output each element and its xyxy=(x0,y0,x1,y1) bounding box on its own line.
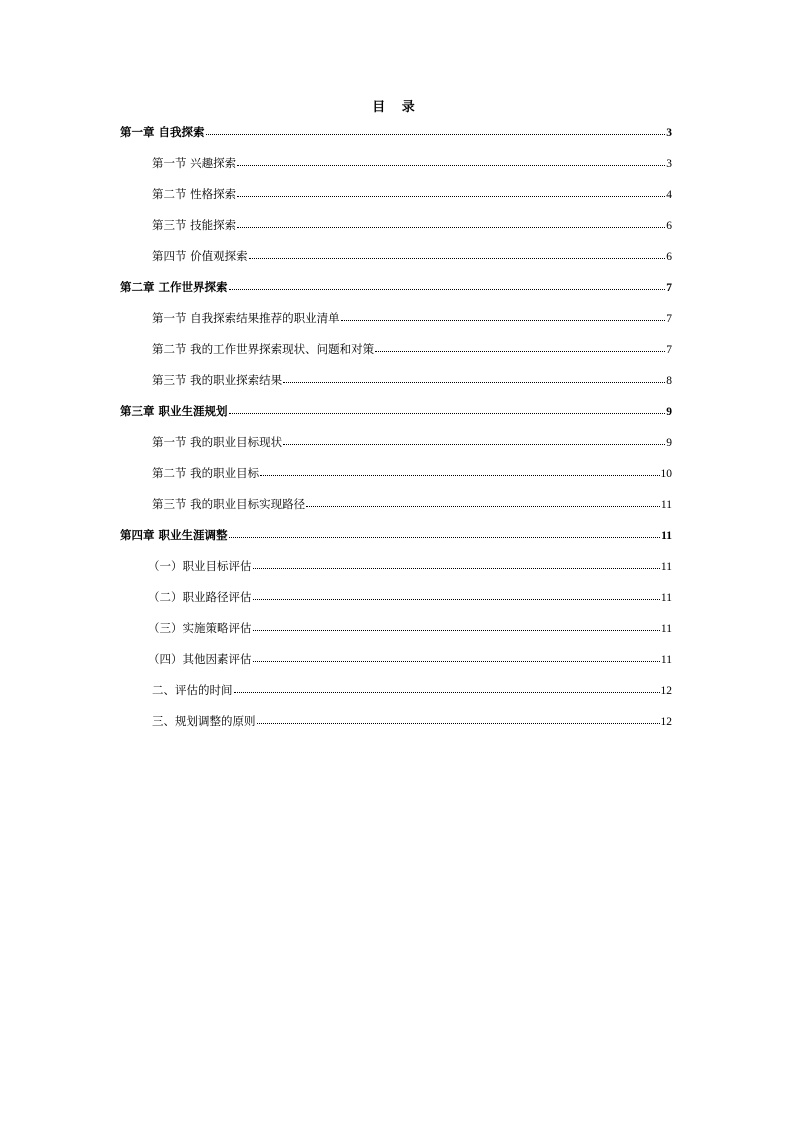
dot-leader xyxy=(237,195,665,197)
toc-entry-page-number: 11 xyxy=(660,623,672,635)
toc-entry-label: 第二节 性格探索 xyxy=(152,187,237,201)
toc-section-entry[interactable] xyxy=(120,587,672,618)
table-of-contents xyxy=(120,122,672,742)
toc-section-entry[interactable] xyxy=(120,649,672,680)
toc-entry-page-number: 11 xyxy=(660,499,672,511)
toc-entry-page-number: 3 xyxy=(666,158,672,170)
toc-entry-label: 第一节 兴趣探索 xyxy=(152,156,237,170)
dot-leader xyxy=(375,350,665,352)
toc-entry-label: 第二节 我的工作世界探索现状、问题和对策 xyxy=(152,342,375,356)
toc-section-entry[interactable] xyxy=(120,153,672,184)
toc-entry-label: 二、评估的时间 xyxy=(152,683,233,697)
dot-leader xyxy=(306,505,660,507)
toc-entry-page-number: 9 xyxy=(666,406,672,418)
toc-entry-page-number: 12 xyxy=(660,716,672,728)
dot-leader xyxy=(253,567,660,569)
toc-entry-label: 第一节 自我探索结果推荐的职业清单 xyxy=(152,311,340,325)
toc-section-entry[interactable] xyxy=(120,711,672,742)
toc-entry-page-number: 11 xyxy=(660,561,672,573)
toc-entry-label: 第三章 职业生涯规划 xyxy=(120,404,228,418)
toc-entry-page-number: 11 xyxy=(660,654,672,666)
toc-entry-label: 第二节 我的职业目标 xyxy=(152,466,260,480)
toc-entry-label: 第一章 自我探索 xyxy=(120,125,205,139)
toc-section-entry[interactable] xyxy=(120,556,672,587)
dot-leader xyxy=(283,381,665,383)
toc-entry-page-number: 6 xyxy=(666,251,672,263)
toc-entry-page-number: 4 xyxy=(666,189,672,201)
dot-leader xyxy=(206,133,666,135)
dot-leader xyxy=(249,257,666,259)
toc-entry-page-number: 11 xyxy=(660,592,672,604)
toc-entry-label: （三）实施策略评估 xyxy=(148,621,252,635)
toc-section-entry[interactable] xyxy=(120,246,672,277)
dot-leader xyxy=(253,660,660,662)
toc-entry-label: 第四节 价值观探索 xyxy=(152,249,248,263)
toc-entry-page-number: 3 xyxy=(666,127,672,139)
toc-section-entry[interactable] xyxy=(120,308,672,339)
dot-leader xyxy=(237,164,665,166)
toc-chapter-entry[interactable] xyxy=(120,401,672,432)
dot-leader xyxy=(229,412,666,414)
toc-entry-page-number: 12 xyxy=(660,685,672,697)
toc-entry-label: 三、规划调整的原则 xyxy=(152,714,256,728)
toc-entry-page-number: 10 xyxy=(660,468,672,480)
toc-section-entry[interactable] xyxy=(120,339,672,370)
toc-title: 目 录 xyxy=(372,100,421,115)
toc-entry-label: （四）其他因素评估 xyxy=(148,652,252,666)
toc-entry-label: （一）职业目标评估 xyxy=(148,559,252,573)
toc-entry-page-number: 8 xyxy=(666,375,672,387)
toc-entry-page-number: 7 xyxy=(666,344,672,356)
toc-section-entry[interactable] xyxy=(120,370,672,401)
toc-entry-label: 第三节 我的职业探索结果 xyxy=(152,373,283,387)
toc-section-entry[interactable] xyxy=(120,680,672,711)
toc-entry-label: 第四章 职业生涯调整 xyxy=(120,528,228,542)
dot-leader xyxy=(234,691,660,693)
toc-entry-page-number: 9 xyxy=(666,437,672,449)
dot-leader xyxy=(341,319,666,321)
toc-chapter-entry[interactable] xyxy=(120,525,672,556)
dot-leader xyxy=(253,629,660,631)
toc-section-entry[interactable] xyxy=(120,463,672,494)
toc-entry-label: 第二章 工作世界探索 xyxy=(120,280,228,294)
toc-entry-page-number: 6 xyxy=(666,220,672,232)
dot-leader xyxy=(229,288,666,290)
toc-section-entry[interactable] xyxy=(120,215,672,246)
toc-chapter-entry[interactable] xyxy=(120,122,672,153)
toc-section-entry[interactable] xyxy=(120,432,672,463)
toc-section-entry[interactable] xyxy=(120,494,672,525)
toc-entry-page-number: 11 xyxy=(661,530,672,542)
toc-entry-label: 第三节 我的职业目标实现路径 xyxy=(152,497,306,511)
toc-entry-label: 第三节 技能探索 xyxy=(152,218,237,232)
toc-entry-page-number: 7 xyxy=(666,313,672,325)
toc-section-entry[interactable] xyxy=(120,184,672,215)
dot-leader xyxy=(283,443,665,445)
toc-entry-label: 第一节 我的职业目标现状 xyxy=(152,435,283,449)
toc-entry-label: （二）职业路径评估 xyxy=(148,590,252,604)
dot-leader xyxy=(237,226,665,228)
toc-section-entry[interactable] xyxy=(120,618,672,649)
dot-leader xyxy=(257,722,660,724)
dot-leader xyxy=(253,598,660,600)
toc-chapter-entry[interactable] xyxy=(120,277,672,308)
toc-entry-page-number: 7 xyxy=(666,282,672,294)
dot-leader xyxy=(260,474,659,476)
dot-leader xyxy=(229,536,661,538)
